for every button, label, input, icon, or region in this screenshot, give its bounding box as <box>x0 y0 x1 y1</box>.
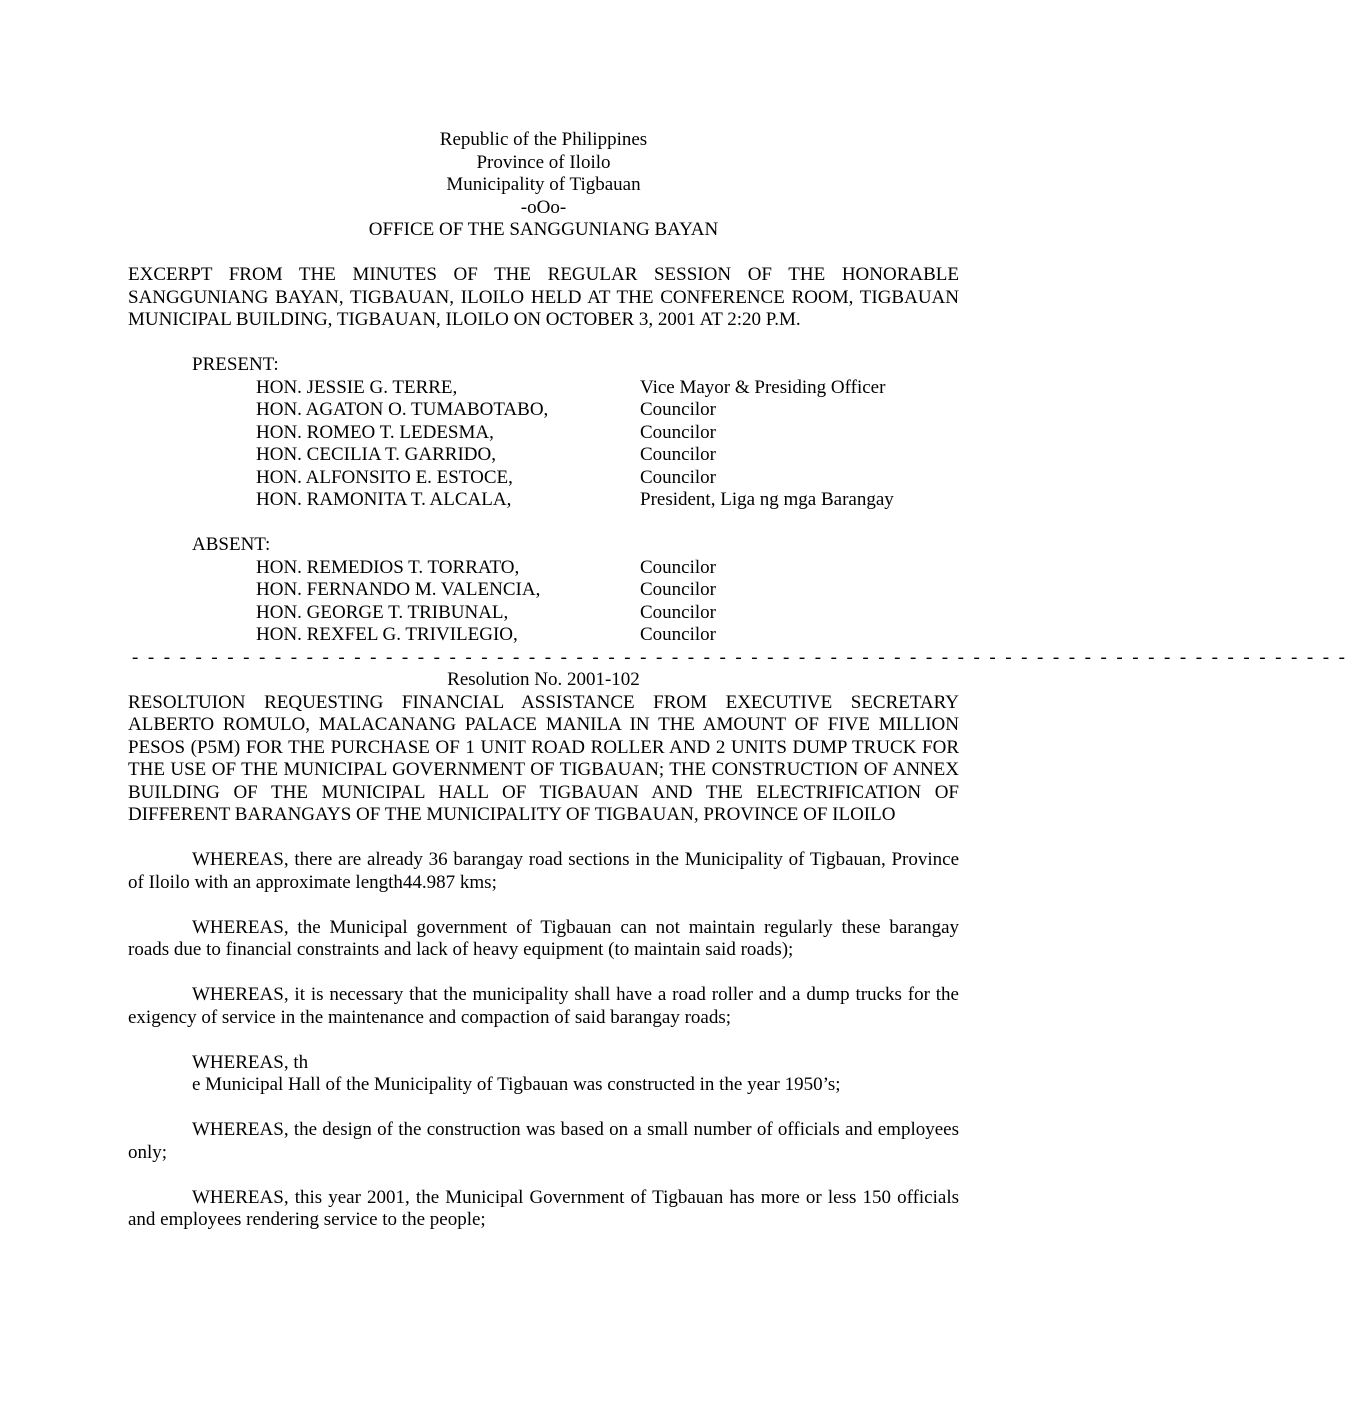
attendee-position: Councilor <box>640 421 716 443</box>
absentee-position: Councilor <box>640 624 716 645</box>
document-body <box>128 129 1347 1232</box>
attendee-row <box>128 377 959 400</box>
absent-label: ABSENT: <box>192 534 271 555</box>
attendee-row <box>128 422 959 445</box>
header-municipality: Municipality of Tigbauan <box>446 174 641 195</box>
attendee-name: HON. ROMEO T. LEDESMA, <box>256 421 494 443</box>
absentee-row <box>128 602 959 625</box>
attendee-row <box>128 399 959 422</box>
resolution-number: Resolution No. 2001-102 <box>447 669 640 690</box>
absentee-row <box>128 557 959 580</box>
whereas-clause: WHEREAS, the design of the construction was based on a small number of officials and employees only; <box>128 1119 959 1163</box>
absentee-name: HON. REXFEL G. TRIVILEGIO, <box>256 624 518 645</box>
attendee-position: Councilor <box>640 466 716 488</box>
letterhead <box>128 129 959 242</box>
header-office: OFFICE OF THE SANGGUNIANG BAYAN <box>368 219 719 240</box>
attendee-row <box>128 444 959 467</box>
attendee-position: Councilor <box>640 444 716 465</box>
attendee-position: Vice Mayor & Presiding Officer <box>640 376 886 398</box>
attendee-name: HON. JESSIE G. TERRE, <box>256 376 458 398</box>
whereas-clause: WHEREAS, there are already 36 barangay road sections in the Municipality of Tigbauan, Province of Iloilo with an approximate length44.987 kms; <box>128 849 959 893</box>
whereas-clause: WHEREAS, the Municipal government of Tigbauan can not maintain regularly these barangay roads due to financial constraints and lack of heavy equipment (to maintain said roads); <box>128 916 959 960</box>
attendee-name: HON. ALFONSITO E. ESTOCE, <box>256 466 513 488</box>
whereas-clause: WHEREAS, this year 2001, the Municipal Government of Tigbauan has more or less 150 officials and employees rendering service to the people; <box>128 1186 959 1230</box>
header-republic: Republic of the Philippines <box>439 129 648 150</box>
attendee-name: HON. CECILIA T. GARRIDO, <box>256 444 496 465</box>
excerpt-heading: EXCERPT FROM THE MINUTES OF THE REGULAR SESSION OF THE HONORABLE SANGGUNIANG BAYAN, TIGBAUAN, ILOILO HELD AT THE CONFERENCE ROOM, TIGBAUAN MUNICIPAL BUILDING, TIGBAUAN, ILOILO ON OCTOBER 3, 2001 AT 2:20 P.M. <box>128 264 959 330</box>
absentee-position: Councilor <box>640 556 716 578</box>
header-ornament: -oOo- <box>520 196 567 218</box>
absentee-name: HON. REMEDIOS T. TORRATO, <box>256 556 520 578</box>
present-label: PRESENT: <box>192 354 279 375</box>
attendee-row <box>128 467 959 490</box>
absentee-row <box>128 624 959 647</box>
present-section <box>128 354 959 512</box>
header-province: Province of Iloilo <box>476 151 611 173</box>
dashed-separator: - - - - - - - - - - - - - - - - - - - - - - - - - - - - - - - - - - - - - - - - - - - - - - - - - - - - - - - - - - - - - - - - - - - - - - - - - - - - - <box>132 646 1347 668</box>
absentee-position: Councilor <box>640 601 716 623</box>
resolution-title: RESOLTUION REQUESTING FINANCIAL ASSISTANCE FROM EXECUTIVE SECRETARY ALBERTO ROMULO, MALACANANG PALACE MANILA IN THE AMOUNT OF FIVE MILLION PESOS (P5M) FOR THE PURCHASE OF 1 UNIT ROAD ROLLER AND 2 UNITS DUMP TRUCK FOR THE USE OF THE MUNICIPAL GOVERNMENT OF TIGBAUAN; THE CONSTRUCTION OF ANNEX BUILDING OF THE MUNICIPAL HALL OF TIGBAUAN AND THE ELECTRIFICATION OF DIFFERENT BARANGAYS OF THE MUNICIPALITY OF TIGBAUAN, PROVINCE OF ILOILO <box>128 691 959 825</box>
attendee-position: Councilor <box>640 399 716 420</box>
absentee-position: Councilor <box>640 579 716 600</box>
whereas-clause: WHEREAS, it is necessary that the municipality shall have a road roller and a dump trucks for the exigency of service in the maintenance and compaction of said barangay roads; <box>128 984 959 1028</box>
attendee-position: President, Liga ng mga Barangay <box>640 489 894 510</box>
attendee-name: HON. AGATON O. TUMABOTABO, <box>256 399 549 420</box>
absent-section <box>128 534 959 647</box>
attendee-row <box>128 489 959 512</box>
absentee-row <box>128 579 959 602</box>
absentee-name: HON. GEORGE T. TRIBUNAL, <box>256 601 509 623</box>
attendee-name: HON. RAMONITA T. ALCALA, <box>256 489 512 510</box>
absentee-name: HON. FERNANDO M. VALENCIA, <box>256 579 541 600</box>
whereas-clause-continuation: e Municipal Hall of the Municipality of Tigbauan was constructed in the year 1950’s; <box>192 1074 841 1095</box>
whereas-clause-fragment: WHEREAS, th <box>192 1051 309 1073</box>
